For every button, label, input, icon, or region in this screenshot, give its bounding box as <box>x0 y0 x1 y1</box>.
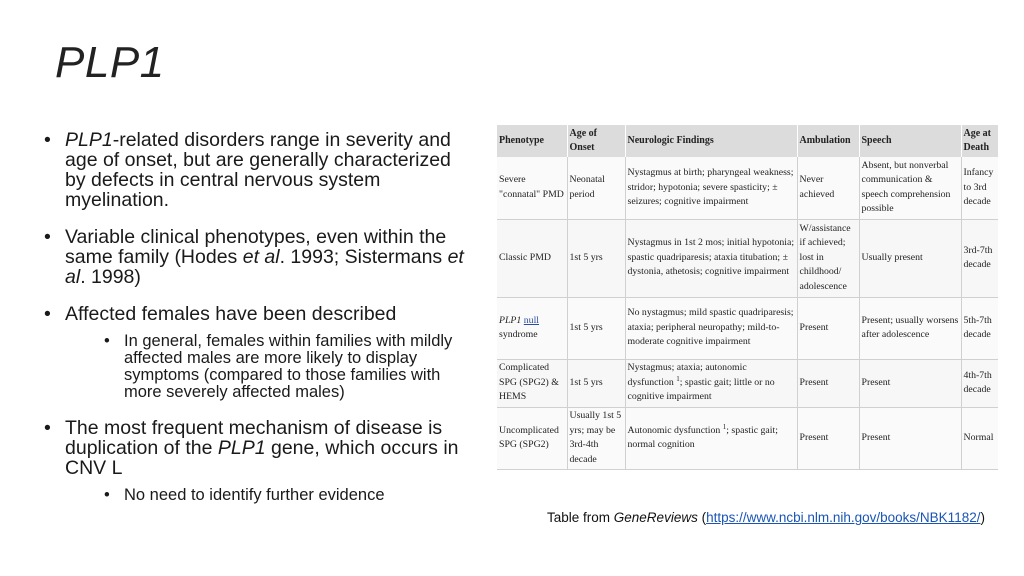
cell-speech: Present <box>859 359 961 407</box>
neuro-text: Autonomic dysfunction <box>627 424 723 436</box>
bullet-text: gene, which occurs in CNV L <box>65 437 459 479</box>
cell-age-onset: Usually 1st 5 yrs; may be 3rd-4th decade <box>567 407 625 469</box>
bullet-list <box>44 130 464 521</box>
footnote-ref: 1 <box>676 374 680 383</box>
bullet-item <box>44 227 464 287</box>
slide-title: PLP1 <box>55 38 165 87</box>
gene-name: PLP1 <box>217 437 266 459</box>
cell-ambulation: Never achieved <box>797 157 859 219</box>
col-header-age-onset: Age of Onset <box>567 125 625 157</box>
et-al: et al <box>242 246 280 268</box>
cell-age-death: Infancy to 3rd decade <box>961 157 998 219</box>
table-caption <box>547 510 985 525</box>
cell-speech: Usually present <box>859 219 961 297</box>
table-row <box>497 359 998 407</box>
col-header-speech: Speech <box>859 125 961 157</box>
cell-phenotype: Severe "connatal" PMD <box>497 157 567 219</box>
footnote-ref: 1 <box>722 422 727 431</box>
phenotype-suffix: syndrome <box>499 329 538 340</box>
cell-ambulation: W/assistance if achieved; lost in childhood/ adolescence <box>797 219 859 297</box>
phenotype-table <box>497 125 998 470</box>
cell-neuro: No nystagmus; mild spastic quadriparesis; ataxia; peripheral neuropathy; mild-to-moderate cognitive impairment <box>625 297 797 359</box>
cell-neuro <box>625 359 797 407</box>
neuro-text: Nystagmus; ataxia; autonomic dysfunction <box>627 362 747 388</box>
cell-neuro: Nystagmus at birth; pharyngeal weakness; stridor; hypotonia; severe spasticity; ± seizures; cognitive impairment <box>625 157 797 219</box>
neuro-text: ; spastic gait; little or no cognitive impairment <box>627 376 775 403</box>
cell-phenotype: Classic PMD <box>497 219 567 297</box>
bullet-item <box>44 130 464 210</box>
cell-age-death: Normal <box>961 407 998 469</box>
bullet-text: Variable clinical phenotypes, even within the same family (Hodes <box>65 226 447 268</box>
cell-speech: Absent, but nonverbal communication & speech comprehension possible <box>859 157 961 219</box>
bullet-item <box>44 418 464 504</box>
caption-paren: ) <box>980 510 985 525</box>
cell-age-onset: 1st 5 yrs <box>567 297 625 359</box>
caption-source: GeneReviews <box>613 510 698 525</box>
cell-phenotype: Uncomplicated SPG (SPG2) <box>497 407 567 469</box>
table-row <box>497 157 998 219</box>
cell-age-death: 4th-7th decade <box>961 359 998 407</box>
bullet-text: The most frequent mechanism of disease is duplication of the <box>65 417 443 459</box>
cell-ambulation: Present <box>797 359 859 407</box>
sub-bullet-item: • In general, females within families with mildly affected males are more likely to display symptoms (compared to those families with more severely affected males) <box>104 333 464 401</box>
cell-ambulation: Present <box>797 407 859 469</box>
caption-prefix: Table from <box>547 510 614 525</box>
neuro-text: ; spastic gait; normal cognition <box>627 424 778 450</box>
bullet-text: . 1993; Sistermans <box>279 246 448 268</box>
bullet-item <box>44 304 464 401</box>
cell-age-death: 5th-7th decade <box>961 297 998 359</box>
sub-bullet-item: • No need to identify further evidence <box>104 487 464 504</box>
col-header-ambulation: Ambulation <box>797 125 859 157</box>
source-link[interactable]: https://www.ncbi.nlm.nih.gov/books/NBK1182/ <box>706 510 981 525</box>
cell-speech: Present <box>859 407 961 469</box>
cell-neuro <box>625 407 797 469</box>
cell-age-onset: Neonatal period <box>567 157 625 219</box>
caption-paren: ( <box>697 510 707 525</box>
cell-age-onset: 1st 5 yrs <box>567 359 625 407</box>
cell-speech: Present; usually worsens after adolescence <box>859 297 961 359</box>
table-header-row <box>497 125 998 157</box>
et-al: et al <box>65 246 464 288</box>
col-header-neuro: Neurologic Findings <box>625 125 797 157</box>
cell-phenotype: Complicated SPG (SPG2) & HEMS <box>497 359 567 407</box>
cell-phenotype <box>497 297 567 359</box>
table-row <box>497 219 998 297</box>
cell-neuro: Nystagmus in 1st 2 mos; initial hypotonia; spastic quadriparesis; ataxia titubation; ± dystonia, athetosis; cognitive impairment <box>625 219 797 297</box>
table-row <box>497 407 998 469</box>
bullet-text: -related disorders range in severity and age of onset, but are generally characterized by defects in central nervous system myelination. <box>65 129 451 211</box>
col-header-age-death: Age at Death <box>961 125 998 157</box>
gene-name: PLP1 <box>499 314 522 326</box>
cell-age-onset: 1st 5 yrs <box>567 219 625 297</box>
null-link[interactable]: null <box>523 314 540 326</box>
gene-name: PLP1 <box>65 129 113 151</box>
cell-ambulation: Present <box>797 297 859 359</box>
table-row <box>497 297 998 359</box>
cell-age-death: 3rd-7th decade <box>961 219 998 297</box>
bullet-text: . 1998) <box>80 266 141 288</box>
col-header-phenotype: Phenotype <box>497 125 567 157</box>
bullet-text: Affected females have been described <box>65 303 397 325</box>
